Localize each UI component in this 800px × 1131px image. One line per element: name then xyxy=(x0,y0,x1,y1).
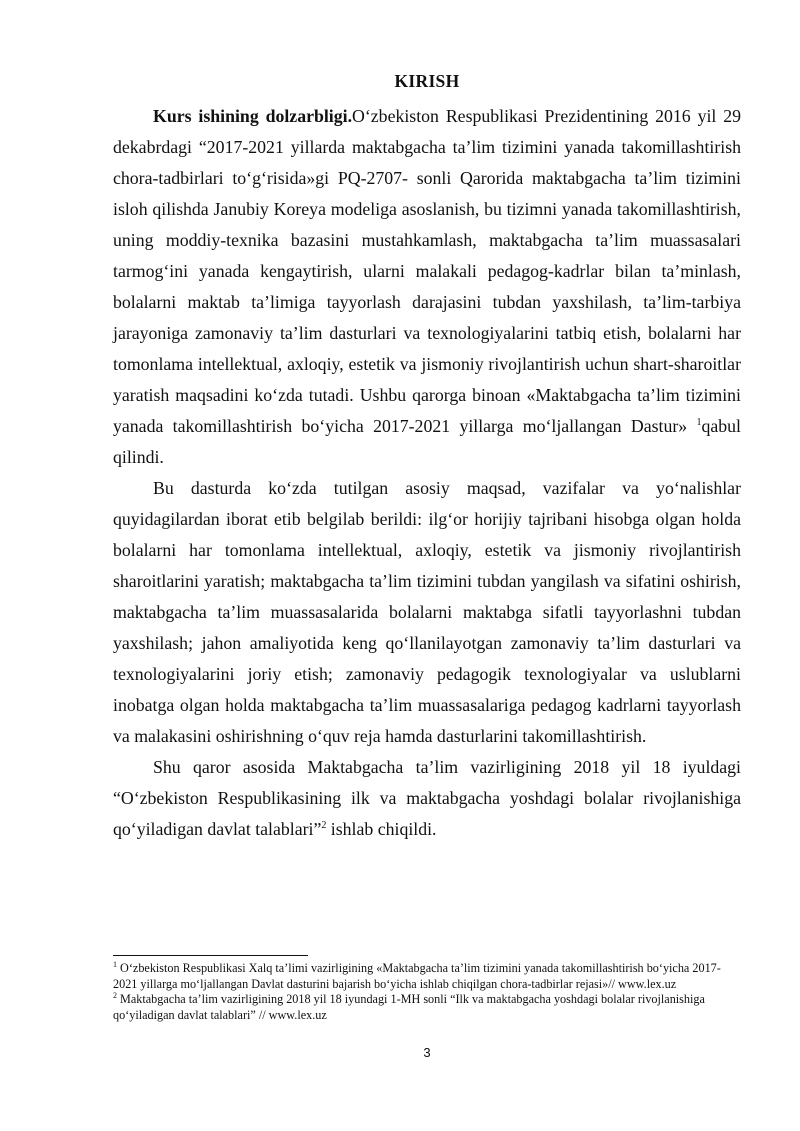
footnote-text: Maktabgacha ta’lim vazirligining 2018 yil 18 iyundagi 1-MH sonli “Ilk va maktabgacha yoshdagi bolalar rivojlanishiga qo‘yiladigan davlat talablari” // www.lex.uz xyxy=(113,992,705,1022)
paragraph-3 xyxy=(113,752,741,845)
footnote-divider xyxy=(113,955,308,956)
paragraph-tail: ishlab chiqildi. xyxy=(326,819,437,839)
footnotes xyxy=(113,961,741,1023)
paragraph-tail: qabul qilindi. xyxy=(113,416,741,467)
footnote-1 xyxy=(113,961,741,992)
footnote-mark: 1 xyxy=(113,959,117,969)
footnote-2 xyxy=(113,992,741,1023)
paragraph-text: O‘zbekiston Respublikasi Prezidentining 2016 yil 29 dekabrdagi “2017-2021 yillarda maktabgacha ta’lim tizimini yanada takomillashtirish chora-tadbirlari to‘g‘risida»gi PQ-2707- sonli Qarorida maktabgacha ta’lim tizimini isloh qilishda Janubiy Koreya modeliga asoslanish, bu tizimni yanada takomillashtirish, uning moddiy-texnika bazasini mustahkamlash, maktabgacha ta’lim muassasalari tarmog‘ini yanada kengaytirish, ularni malakali pedagog-kadrlar bilan ta’minlash, bolalarni maktab ta’limiga tayyorlash darajasini tubdan yaxshilash, ta’lim-tarbiya jarayoniga zamonaviy ta’lim dasturlari va texnologiyalarini tatbiq etish, bolalarni har tomonlama intellektual, axloqiy, estetik va jismoniy rivojlantirish uchun shart-sharoitlar yaratish maqsadini ko‘zda tutadi. Ushbu qarorga binoan «Maktabgacha ta’lim tizimini yanada takomillashtirish bo‘yicha 2017-2021 yillarga mo‘ljallangan Dastur» xyxy=(113,106,741,436)
page-title: KIRISH xyxy=(394,71,460,91)
paragraph-text: Bu dasturda ko‘zda tutilgan asosiy maqsad, vazifalar va yo‘nalishlar quyidagilardan iborat etib belgilab berildi: ilg‘or horijiy tajribani hisobga olgan holda bolalarni har tomonlama intellektual, axloqiy, estetik va jismoniy rivojlantirish sharoitlarini yaratish; maktabgacha ta’lim tizimini tubdan yangilash va sifatini oshirish, maktabgacha ta’lim muassasalarida bolalarni maktabga sifatli tayyorlashni tubdan yaxshilash; jahon amaliyotida keng qo‘llanilayotgan zamonaviy ta’lim dasturlari va texnologiyalarini joriy etish; zamonaviy pedagogik texnologiyalar va uslublarni inobatga olgan holda maktabgacha ta’lim muassasalariga pedagog kadrlarni tayyorlash va malakasini oshirishning o‘quv reja hamda dasturlarini takomillashtirish. xyxy=(113,478,741,746)
footnote-mark: 2 xyxy=(113,990,117,1000)
footnote-ref-2: 2 xyxy=(321,820,327,832)
body-text xyxy=(113,101,741,845)
paragraph-lead: Kurs ishining dolzarbligi. xyxy=(153,106,353,126)
paragraph-text: Shu qaror asosida Maktabgacha ta’lim vazirligining 2018 yil 18 iyuldagi “O‘zbekiston Respublikasining ilk va maktabgacha yoshdagi bolalar rivojlanishiga qo‘yiladigan davlat talablari” xyxy=(113,757,741,839)
page-number: 3 xyxy=(423,1045,431,1060)
footnote-text: O‘zbekiston Respublikasi Xalq ta’limi vazirligining «Maktabgacha ta’lim tizimini yanada takomillashtirish bo‘yicha 2017-2021 yillarga mo‘ljallangan Davlat dasturini bajarish bo‘yicha ishlab chiqilgan chora-tadbirlar rejasi»// www.lex.uz xyxy=(113,961,721,991)
paragraph-2 xyxy=(113,473,741,752)
footnote-ref-1: 1 xyxy=(696,417,702,429)
paragraph-1 xyxy=(113,101,741,473)
